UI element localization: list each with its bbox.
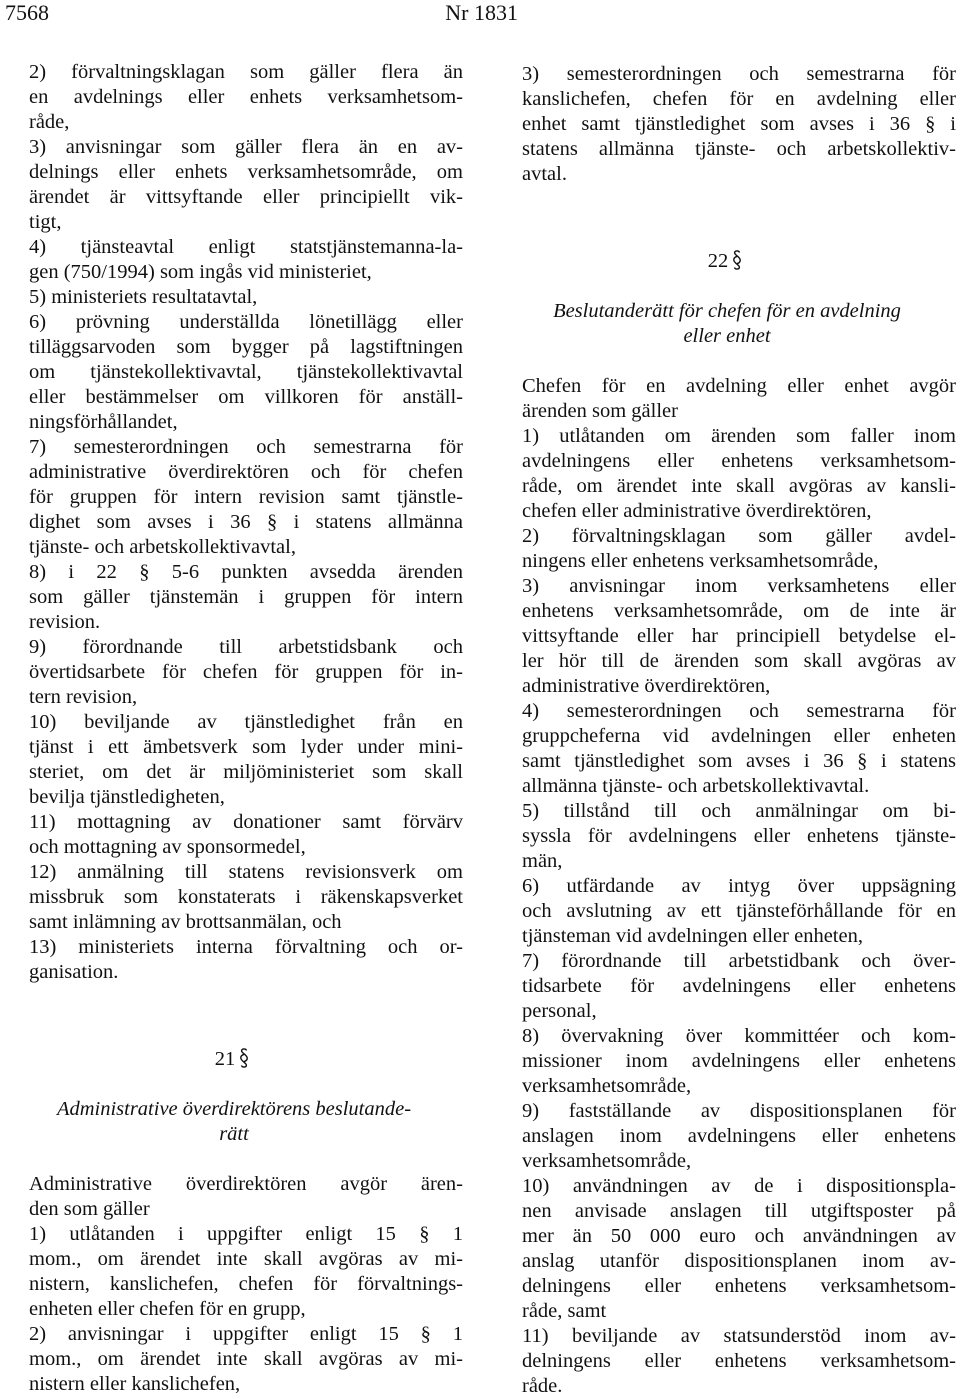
text-line: avdelningens eller enhetens verksamhetsom- (522, 450, 956, 472)
list-item (5, 560, 463, 635)
section-21-list (5, 1222, 463, 1397)
list-item (498, 799, 956, 874)
list-item (498, 62, 956, 187)
text-line: syssla för avdelningens eller enhetens tjänste- (522, 825, 956, 847)
text-line: 5) tillstånd till och anmälningar om bi- (522, 800, 956, 822)
list-item (498, 949, 956, 1024)
text-line: den som gäller (29, 1198, 150, 1220)
text-line: 11) mottagning av donationer samt förvärv (29, 811, 463, 833)
section-number: 21 (214, 1048, 236, 1070)
left-list (5, 60, 463, 985)
text-line: nen anvisade anslagen till utgiftsposter på (522, 1200, 956, 1222)
text-line: gruppcheferna vid avdelningen eller enheten (522, 725, 956, 747)
text-line: allmänna tjänste- och arbetskollektivavtal. (522, 775, 870, 797)
text-line: 10) användningen av de i dispositionspla- (522, 1175, 956, 1197)
list-item (5, 60, 463, 135)
list-item (5, 635, 463, 710)
text-line: tidsarbete för avdelningens eller enhetens (522, 975, 956, 997)
text-line: delningens eller enhetens verksamhetsom- (522, 1275, 956, 1297)
text-line: 3) anvisningar som gäller flera än en av- (29, 136, 463, 158)
text-line: 6) utfärdande av intyg över uppsägning (522, 875, 956, 897)
text-line: och mottagning av sponsormedel, (29, 836, 306, 858)
text-line: enheten eller chefen för en grupp, (29, 1298, 306, 1320)
list-item (498, 574, 956, 699)
text-line: enhet samt tjänstledighet som avses i 36 § i (522, 113, 956, 135)
text-line: och avslutning av ett tjänsteförhållande för en (522, 900, 956, 922)
list-item (5, 710, 463, 810)
text-line: råde, om ärendet inte skall avgöras av kansli- (522, 475, 956, 497)
text-line: ningens eller enhetens verksamhetsområde, (522, 550, 879, 572)
text-line: delningens eller enhetens verksamhetsom- (522, 1350, 956, 1372)
text-line: 1) utlåtanden om ärenden som faller inom (522, 425, 956, 447)
text-line: verksamhetsområde, (522, 1075, 692, 1097)
list-item (5, 435, 463, 560)
section-22-heading (498, 248, 956, 274)
list-item (5, 310, 463, 435)
text-line: mom., om ärendet inte skall avgöras av mi- (29, 1248, 463, 1270)
text-line: mom., om ärendet inte skall avgöras av mi- (29, 1348, 463, 1370)
section-21-title (5, 1097, 463, 1147)
text-line: 8) övervakning över kommittéer och kom- (522, 1025, 956, 1047)
text-line: verksamhetsområde, (522, 1150, 692, 1172)
text-line: ärendet är vittsyftande eller principiellt vik- (29, 186, 463, 208)
text-line: nistern eller kanslichefen, (29, 1373, 241, 1395)
text-line: avtal. (522, 163, 567, 185)
text-line: samt tjänstledighet som avses i 36 § i statens (522, 750, 956, 772)
text-line: 3) anvisningar inom verksamhetens eller (522, 575, 956, 597)
text-line: 8) i 22 § 5-6 punkten avsedda ärenden (29, 561, 463, 583)
text-line: ler hör till de ärenden som skall avgöras av (522, 650, 956, 672)
text-line: 11) beviljande av statsunderstöd inom av- (522, 1325, 956, 1347)
page-header (0, 0, 960, 30)
text-line: administrative överdirektören och för chefen (29, 461, 463, 483)
text-line: 10) beviljande av tjänstledighet från en (29, 711, 463, 733)
text-line: enhetens verksamhetsområde, om de inte är (522, 600, 956, 622)
text-line: råde. (522, 1375, 563, 1397)
text-line: 7) förordnande till arbetstidbank och över- (522, 950, 956, 972)
issue-number: Nr 1831 (445, 0, 518, 25)
title-line: Administrative överdirektörens beslutande- (56, 1098, 412, 1120)
text-line: 1) utlåtanden i uppgifter enligt 15 § 1 (29, 1223, 463, 1245)
text-line: som gäller tjänstemän i gruppen för intern (29, 586, 463, 608)
text-line: tjänste- och arbetskollektivavtal, (29, 536, 296, 558)
text-line: anslag utanför dispositionsplanen inom av- (522, 1250, 956, 1272)
list-item (498, 1024, 956, 1099)
text-line: 9) förordnande till arbetstidsbank och (29, 636, 463, 658)
text-line: gen (750/1994) som ingås vid ministeriet, (29, 261, 372, 283)
text-line: missioner inom avdelningens eller enhetens (522, 1050, 956, 1072)
text-line: steriet, om det är miljöministeriet som skall (29, 761, 463, 783)
text-line: eller bestämmelser om villkoren för anställ- (29, 386, 463, 408)
left-column (5, 60, 463, 1397)
section-sign-icon (238, 1046, 250, 1070)
section-21-intro (5, 1172, 463, 1222)
text-line: tilläggsarvoden som bygger på lagstiftningen (29, 336, 463, 358)
text-line: kanslichefen, chefen för en avdelning eller (522, 88, 956, 110)
text-line: 13) ministeriets interna förvaltning och or- (29, 936, 463, 958)
list-item (498, 1324, 956, 1399)
text-line: Administrative överdirektören avgör ären- (29, 1173, 463, 1195)
list-item (498, 524, 956, 574)
page-number: 7568 (5, 0, 49, 25)
list-item (5, 1222, 463, 1322)
text-line: samt inlämning av brottsanmälan, och (29, 911, 342, 933)
text-line: chefen eller administrative överdirektören, (522, 500, 872, 522)
list-item (5, 935, 463, 985)
section-22-title (498, 299, 956, 349)
text-line: tjänsteman vid avdelningen eller enheten, (522, 925, 863, 947)
text-line: för gruppen för intern revision samt tjänstle- (29, 486, 463, 508)
text-line: 9) fastställande av dispositionsplanen för (522, 1100, 956, 1122)
text-line: om tjänstekollektivavtal, tjänstekollektivavtal (29, 361, 463, 383)
text-line: tern revision, (29, 686, 138, 708)
text-line: 7) semesterordningen och semestrarna för (29, 436, 463, 458)
text-line: 4) semesterordningen och semestrarna för (522, 700, 956, 722)
title-line: rätt (219, 1123, 249, 1145)
text-line: 2) förvaltningsklagan som gäller avdel- (522, 525, 956, 547)
section-22-list (498, 424, 956, 1399)
text-line: personal, (522, 1000, 597, 1022)
list-item (498, 874, 956, 949)
text-line: råde, (29, 111, 70, 133)
text-line: män, (522, 850, 563, 872)
text-line: missbruk som konstaterats i räkenskapsverket (29, 886, 463, 908)
right-column (498, 60, 956, 1399)
text-line: 2) förvaltningsklagan som gäller flera än (29, 61, 463, 83)
text-line: 5) ministeriets resultatavtal, (29, 286, 258, 308)
text-line: bevilja tjänstledigheten, (29, 786, 225, 808)
list-item (498, 1099, 956, 1174)
title-line: Beslutanderätt för chefen för en avdelning (553, 300, 901, 322)
text-line: nistern, kanslichefen, chefen för förvaltnings- (29, 1273, 463, 1295)
section-22-intro (498, 374, 956, 424)
list-item (5, 235, 463, 285)
text-line: ganisation. (29, 961, 119, 983)
list-item (5, 810, 463, 860)
list-item (498, 424, 956, 524)
text-line: dighet som avses i 36 § i statens allmänna (29, 511, 463, 533)
text-line: anslagen inom avdelningens eller enhetens (522, 1125, 956, 1147)
list-item (5, 135, 463, 235)
text-line: 6) prövning underställda lönetillägg eller (29, 311, 463, 333)
text-line: statens allmänna tjänste- och arbetskollektiv- (522, 138, 956, 160)
section-number: 22 (707, 250, 729, 272)
list-item (5, 1322, 463, 1397)
text-line: vittsyftande eller har principiell betydelse el- (522, 625, 956, 647)
text-line: Chefen för en avdelning eller enhet avgör (522, 375, 956, 397)
text-line: tigt, (29, 211, 62, 233)
list-item (5, 285, 463, 310)
list-item (5, 860, 463, 935)
text-line: råde, samt (522, 1300, 607, 1322)
text-line: 3) semesterordningen och semestrarna för (522, 63, 956, 85)
text-line: ningsförhållandet, (29, 411, 178, 433)
text-line: 12) anmälning till statens revisionsverk om (29, 861, 463, 883)
title-line: eller enhet (683, 325, 771, 347)
text-line: mer än 50 000 euro och användningen av (522, 1225, 956, 1247)
text-line: tjänst i ett ämbetsverk som lyder under mini- (29, 736, 463, 758)
text-line: administrative överdirektören, (522, 675, 771, 697)
section-sign-icon (731, 248, 743, 272)
text-line: delnings eller enhets verksamhetsområde, om (29, 161, 463, 183)
text-line: övertidsarbete för chefen för gruppen för in- (29, 661, 463, 683)
text-line: ärenden som gäller (522, 400, 678, 422)
text-line: 2) anvisningar i uppgifter enligt 15 § 1 (29, 1323, 463, 1345)
right-list (498, 62, 956, 187)
text-line: revision. (29, 611, 101, 633)
text-line: 4) tjänsteavtal enligt statstjänstemanna-la- (29, 236, 463, 258)
section-21-heading (5, 1046, 463, 1072)
text-line: en avdelnings eller enhets verksamhetsom- (29, 86, 463, 108)
list-item (498, 699, 956, 799)
list-item (498, 1174, 956, 1324)
